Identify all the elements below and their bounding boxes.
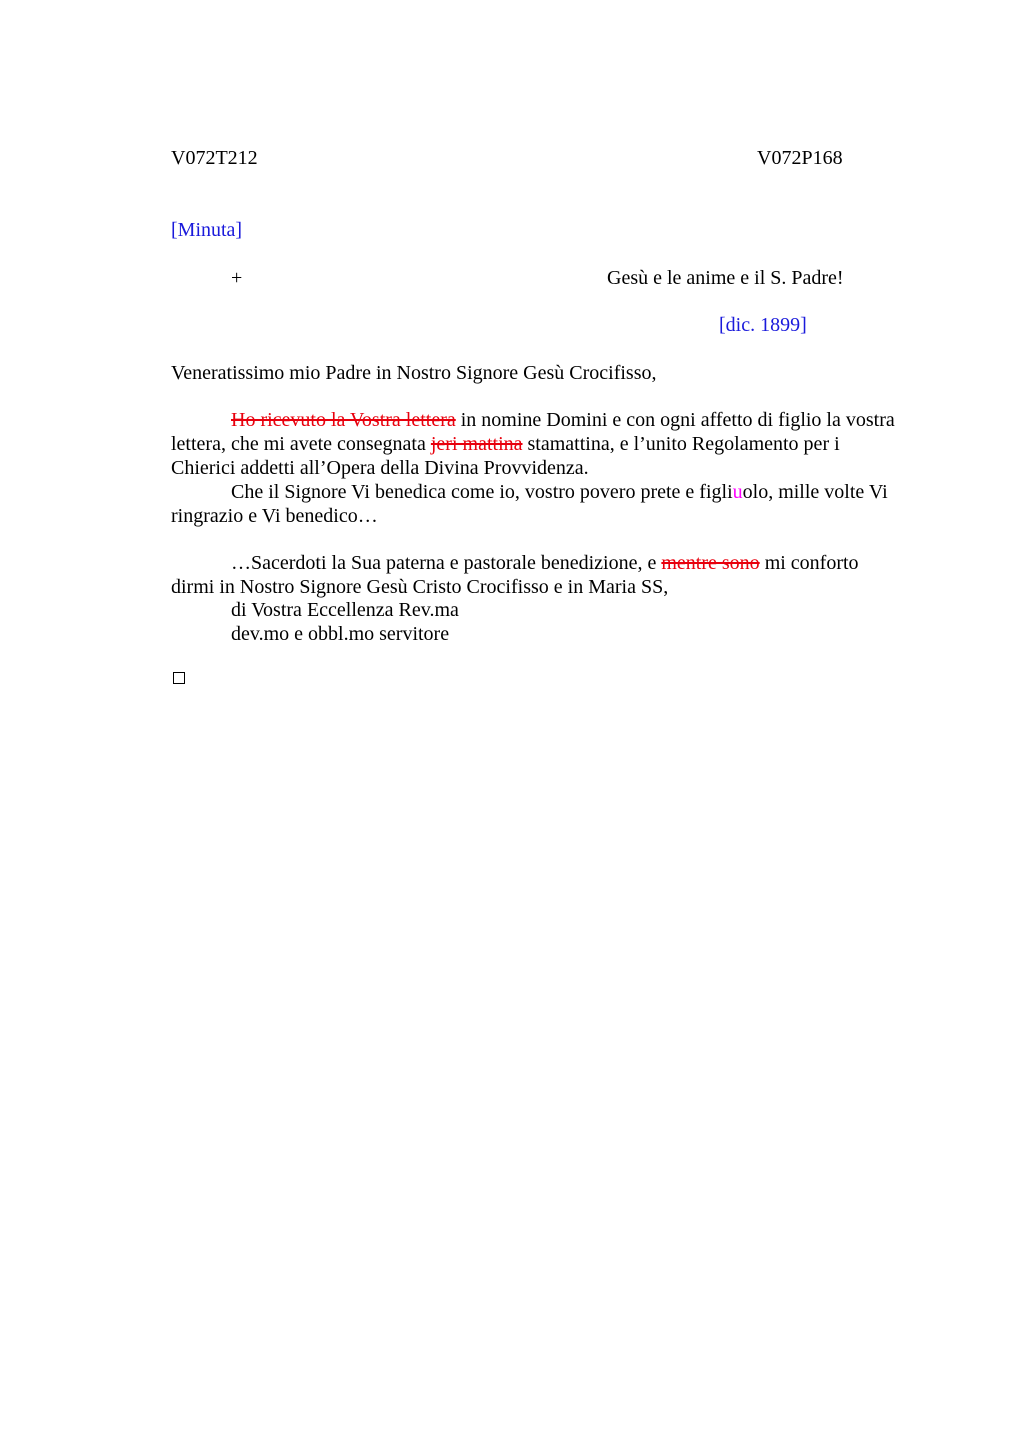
text-run: Che il Signore Vi benedica come io, vostro povero prete e figli (231, 481, 733, 503)
deleted-text: jeri mattina (430, 433, 523, 455)
document-code-right: V072P168 (757, 147, 843, 169)
paragraph-3-line-2: dirmi in Nostro Signore Gesù Cristo Crocifisso e in Maria SS, (171, 576, 669, 598)
text-run: stamattina, e l’unito Regolamento per i (522, 433, 840, 455)
paragraph-3-line-1 (231, 551, 859, 575)
paragraph-2-line-1 (231, 480, 888, 504)
paragraph-1-line-2 (171, 432, 840, 456)
text-run: mi conforto (759, 552, 859, 574)
closing-line-2: dev.mo e obbl.mo servitore (231, 623, 450, 645)
text-run: in nomine Domini e con ogni affetto di figlio la vostra (455, 409, 895, 431)
date-note: [dic. 1899] (719, 314, 807, 336)
text-run: …Sacerdoti la Sua paterna e pastorale benedizione, e (231, 552, 662, 574)
invocation: Gesù e le anime e il S. Padre! (607, 267, 844, 289)
checkbox-square-icon (173, 672, 185, 684)
deleted-text: mentre sono (661, 552, 760, 574)
deleted-text: Ho ricevuto la Vostra lettera (231, 409, 456, 431)
paragraph-1-line-3: Chierici addetti all’Opera della Divina Provvidenza. (171, 457, 589, 479)
closing-line-1: di Vostra Eccellenza Rev.ma (231, 599, 459, 621)
salutation: Veneratissimo mio Padre in Nostro Signore Gesù Crocifisso, (171, 362, 657, 384)
document-code-left: V072T212 (171, 147, 258, 169)
text-run: olo, mille volte Vi (742, 481, 888, 503)
paragraph-2-line-2: ringrazio e Vi benedico… (171, 505, 378, 527)
text-run: lettera, che mi avete consegnata (171, 433, 431, 455)
cross-mark: + (231, 267, 243, 289)
inserted-text: u (732, 481, 743, 503)
minuta-note: [Minuta] (171, 219, 243, 241)
paragraph-1-line-1 (231, 408, 895, 432)
